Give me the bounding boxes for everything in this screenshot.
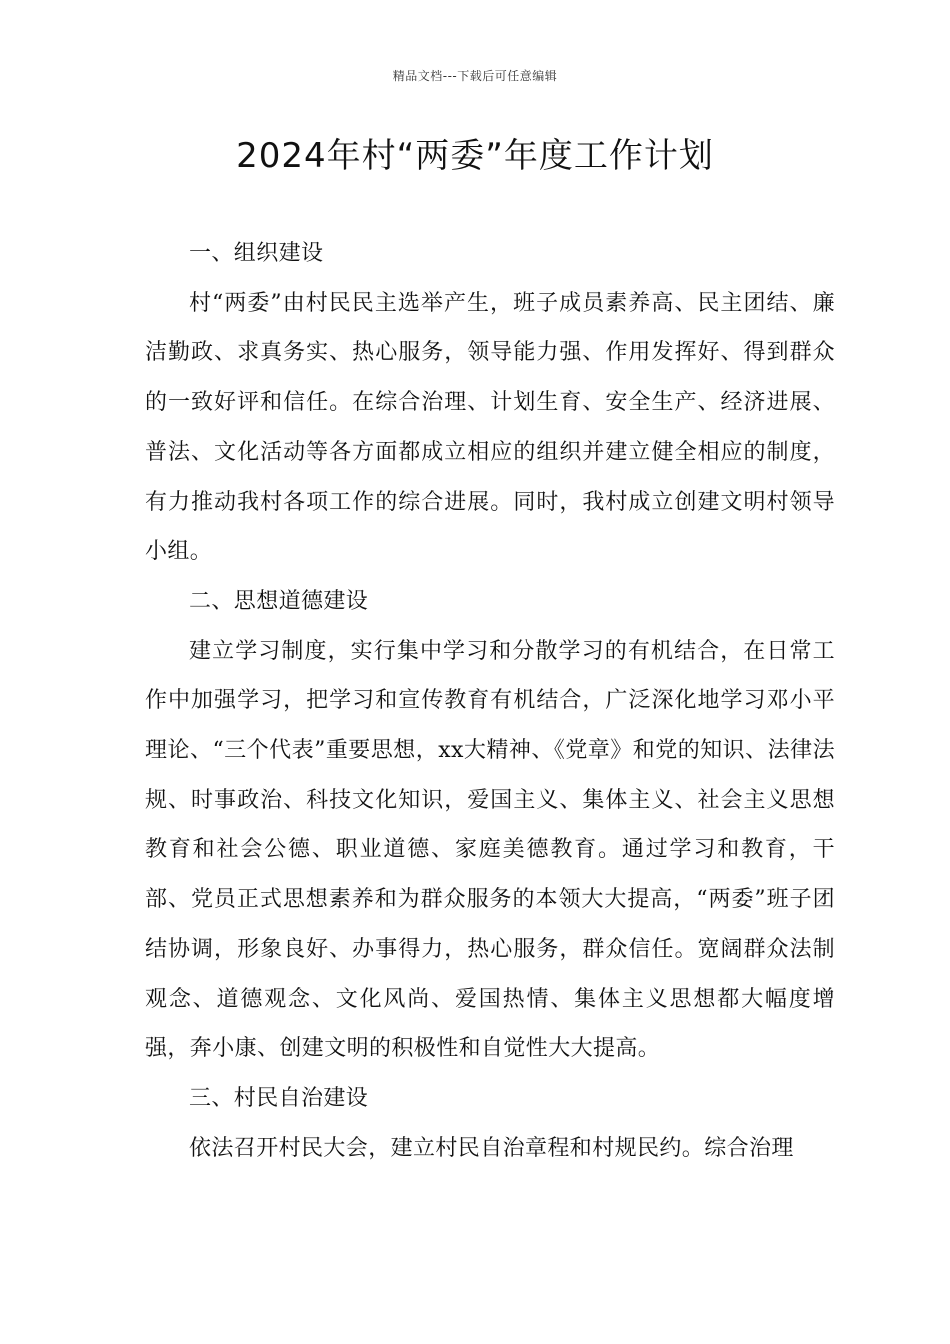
- header-note: 精品文档---下载后可任意编辑: [392, 69, 558, 83]
- section-paragraph: 依法召开村民大会，建立村民自治章程和村规民约。综合治理: [189, 1135, 794, 1161]
- document-title: 2024年村“两委”年度工作计划: [236, 136, 714, 176]
- section-heading: 一、组织建设: [189, 241, 324, 266]
- document-body: [145, 229, 835, 1173]
- section-ideology-morality: [145, 577, 835, 1074]
- section-organization: [145, 229, 835, 577]
- section-heading: 二、思想道德建设: [189, 588, 369, 614]
- section-paragraph: 建立学习制度，实行集中学习和分散学习的有机结合，在日常工作中加强学习，把学习和宣传教育有机结合，广泛深化地学习邓小平理论、“三个代表”重要思想，xx大精神、《党章》和党的知识、法律法规、时事政治、科技文化知识，爱国主义、集体主义、社会主义思想教育和社会公德、职业道德、家庭美德教育。通过学习和教育，干部、党员正式思想素养和为群众服务的本领大大提高，“两委”班子团结协调，形象良好、办事得力，热心服务，群众信任。宽阔群众法制观念、道德观念、文化风尚、爱国热情、集体主义思想都大幅度增强，奔小康、创建文明的积极性和自觉性大大提高。: [145, 638, 835, 1062]
- section-villager-autonomy: [145, 1074, 835, 1173]
- section-heading: 三、村民自治建设: [189, 1085, 369, 1111]
- section-paragraph: 村“两委”由村民民主选举产生，班子成员素养高、民主团结、廉洁勤政、求真务实、热心服务，领导能力强、作用发挥好、得到群众的一致好评和信任。在综合治理、计划生育、安全生产、经济进展、普法、文化活动等各方面都成立相应的组织并建立健全相应的制度，有力推动我村各项工作的综合进展。同时，我村成立创建文明村领导小组。: [145, 290, 835, 565]
